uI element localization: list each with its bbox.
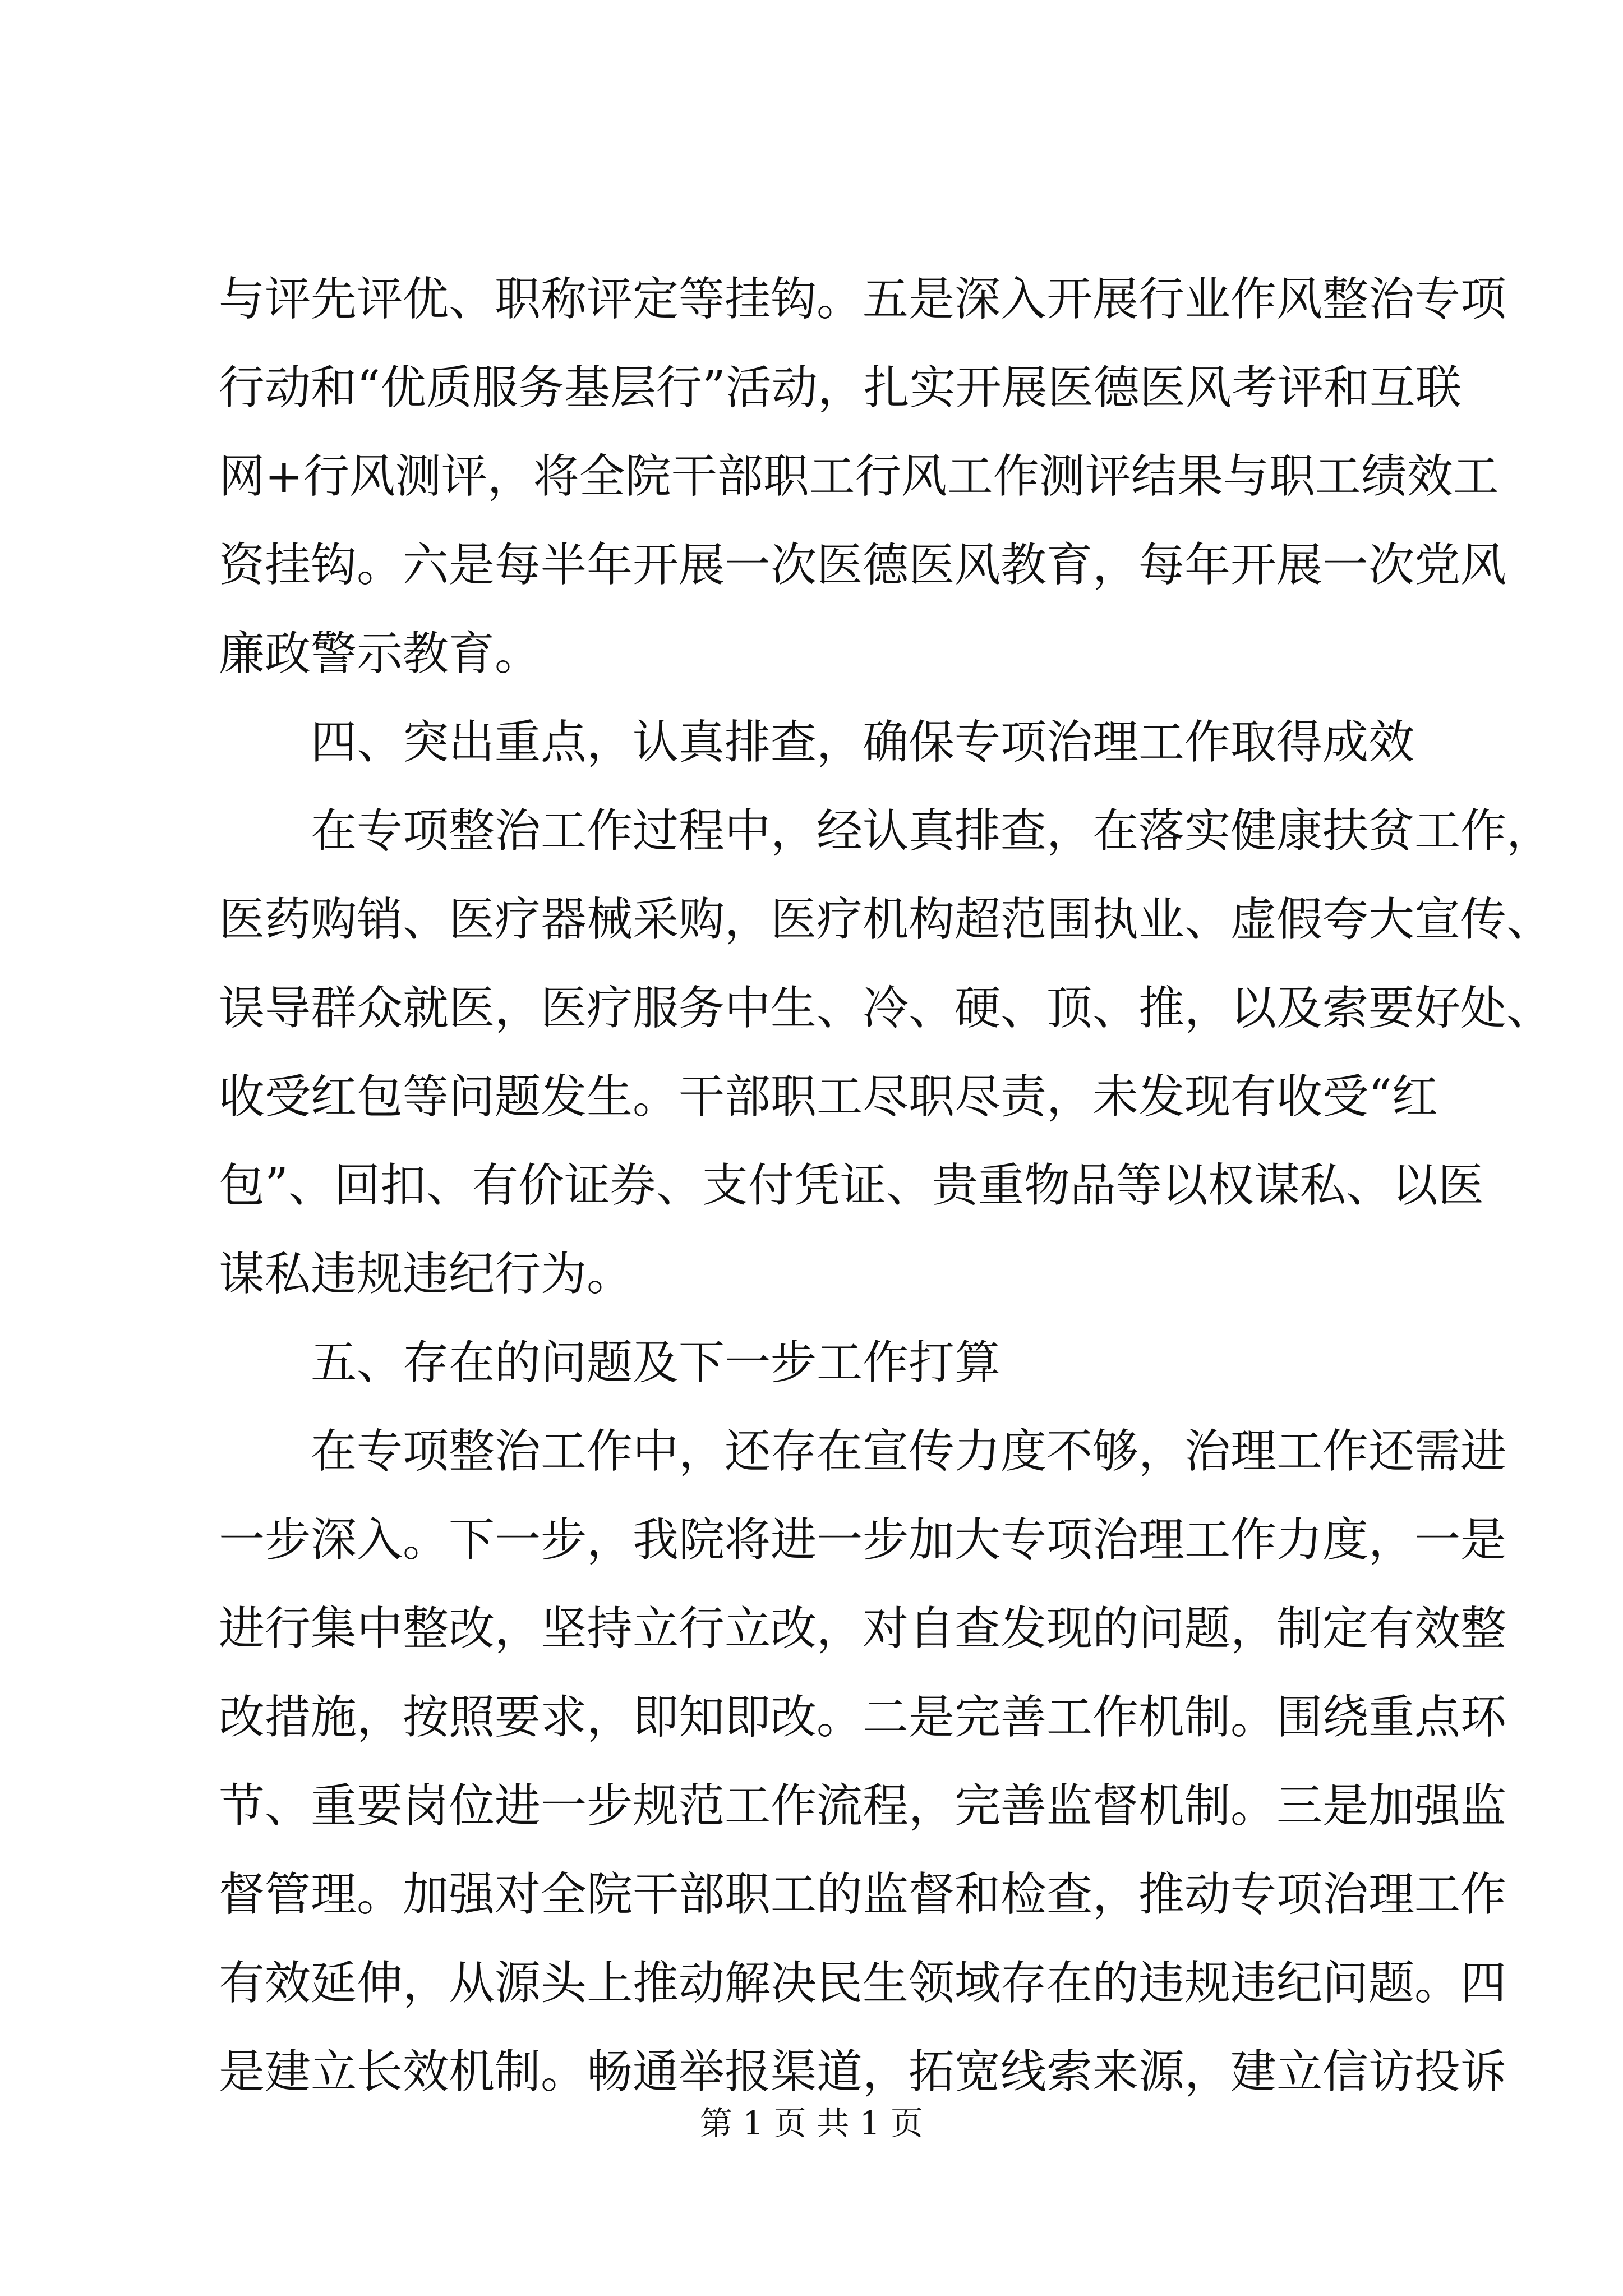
text-line: 进行集中整改，坚持立行立改，对自查发现的问题，制定有效整 xyxy=(219,1602,1507,1655)
text-line: 医药购销、医疗器械采购，医疗机构超范围执业、虚假夸大宣传、 xyxy=(219,893,1553,946)
document-body xyxy=(219,255,1553,2116)
text-line: 督管理。加强对全院干部职工的监督和检查，推动专项治理工作 xyxy=(219,1868,1507,1921)
text-line: 改措施，按照要求，即知即改。二是完善工作机制。围绕重点环 xyxy=(219,1691,1507,1744)
text-line: 收受红包等问题发生。干部职工尽职尽责，未发现有收受“红 xyxy=(219,1070,1438,1124)
paragraph-first-line: 在专项整治工作过程中，经认真排查，在落实健康扶贫工作， xyxy=(311,804,1553,858)
section-heading: 四、突出重点，认真排查，确保专项治理工作取得成效 xyxy=(311,716,1415,769)
text-line: 谋私违规违纪行为。 xyxy=(219,1248,633,1301)
page-footer: 第 1 页 共 1 页 xyxy=(700,2104,923,2142)
text-line: 网+行风测评，将全院干部职工行风工作测评结果与职工绩效工 xyxy=(219,450,1499,503)
text-line: 行动和“优质服务基层行”活动，扎实开展医德医风考评和互联 xyxy=(219,361,1461,415)
text-line: 资挂钩。六是每半年开展一次医德医风教育，每年开展一次党风 xyxy=(219,539,1507,592)
text-line: 廉政警示教育。 xyxy=(219,627,541,680)
text-line: 有效延伸，从源头上推动解决民生领域存在的违规违纪问题。四 xyxy=(219,1957,1507,2010)
text-line: 包”、回扣、有价证券、支付凭证、贵重物品等以权谋私、以医 xyxy=(219,1159,1484,1212)
text-line: 节、重要岗位进一步规范工作流程，完善监督机制。三是加强监 xyxy=(219,1779,1507,1833)
text-line: 误导群众就医，医疗服务中生、冷、硬、顶、推，以及索要好处、 xyxy=(219,982,1553,1035)
paragraph-first-line: 在专项整治工作中，还存在宣传力度不够，治理工作还需进 xyxy=(311,1425,1507,1478)
section-heading: 五、存在的问题及下一步工作打算 xyxy=(311,1336,1001,1389)
text-line: 一步深入。下一步，我院将进一步加大专项治理工作力度，一是 xyxy=(219,1513,1507,1567)
text-line: 与评先评优、职称评定等挂钩。五是深入开展行业作风整治专项 xyxy=(219,273,1507,326)
text-line: 是建立长效机制。畅通举报渠道，拓宽线索来源，建立信访投诉 xyxy=(219,2045,1507,2099)
